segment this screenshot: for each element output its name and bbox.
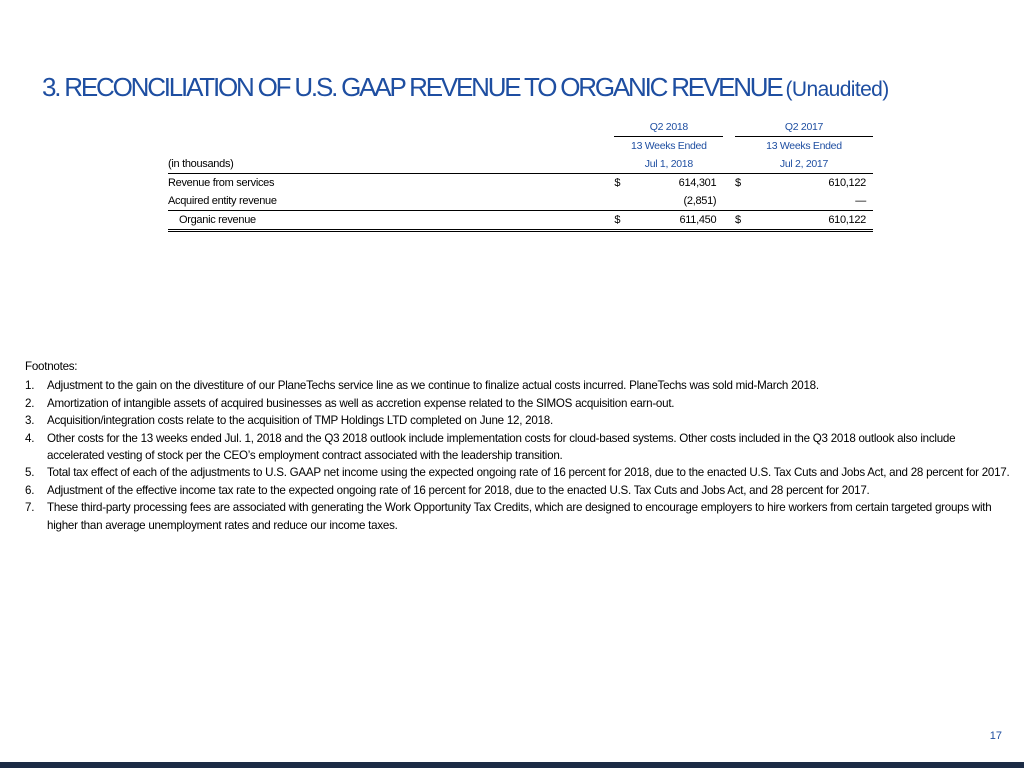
footnote-text: These third-party processing fees are associated with generating the Work Opportunity Tax Credits, which are designed to encourage employers to hire workers from certain targeted groups with higher than average unemployment rates and reduce our income taxes. <box>47 501 992 532</box>
page-title <box>42 72 889 103</box>
page-title-main: 3. RECONCILIATION OF U.S. GAAP REVENUE TO ORGANIC REVENUE <box>42 72 782 102</box>
footnote-number: 7. <box>25 501 35 515</box>
footnote-text: Other costs for the 13 weeks ended Jul. 1, 2018 and the Q3 2018 outlook include implementation costs for cloud-based systems. Other costs included in the Q3 2018 outlook also include accelerated vesting of stock per the CEO’s employment contract associated with the leadership transition. <box>47 431 956 463</box>
footnotes-section <box>25 358 1015 534</box>
footnote-text: Acquisition/integration costs relate to the acquisition of TMP Holdings LTD completed on June 12, 2018. <box>47 414 553 428</box>
footnote-item <box>25 499 1015 534</box>
footnote-text: Adjustment of the effective income tax rate to the expected ongoing rate of 16 percent for 2018, due to the enacted U.S. Tax Cuts and Jobs Act, and 28 percent for 2017. <box>47 483 870 497</box>
row-currency: $ <box>614 211 628 231</box>
footnote-number: 2. <box>25 396 35 410</box>
footnote-number: 1. <box>25 379 35 393</box>
table-row <box>168 174 873 193</box>
unit-label: (in thousands) <box>168 155 614 174</box>
footnote-number: 3. <box>25 414 35 428</box>
col-header-period-1: Q2 2018 <box>614 118 723 137</box>
row-currency: $ <box>734 177 741 189</box>
footnote-item <box>25 395 1015 412</box>
row-value: — <box>749 192 873 211</box>
footnote-item <box>25 377 1015 394</box>
table-header-date-row <box>168 155 873 174</box>
footnote-text: Total tax effect of each of the adjustments to U.S. GAAP net income using the expected ongoing rate of 16 percent for 2018, due to the enacted U.S. Tax Cuts and Jobs Act, and 28 percent for 2017. <box>47 466 1010 480</box>
footnote-item <box>25 482 1015 499</box>
reconciliation-table <box>168 118 873 232</box>
table-row <box>168 192 873 211</box>
footer-bar <box>0 762 1024 768</box>
footnote-number: 6. <box>25 483 35 497</box>
col-header-date-2: Jul 2, 2017 <box>735 155 873 174</box>
row-currency <box>614 192 628 211</box>
footnote-number: 4. <box>25 431 35 445</box>
page-number: 17 <box>989 730 1002 742</box>
table-header-weeks-row <box>168 137 873 156</box>
col-header-weeks-1: 13 Weeks Ended <box>631 140 707 152</box>
col-header-weeks-2: 13 Weeks Ended <box>766 140 842 152</box>
row-value: (2,851) <box>628 192 723 211</box>
footnote-item <box>25 412 1015 429</box>
footnote-text: Amortization of intangible assets of acquired businesses as well as accretion expense related to the SIMOS acquisition earn-out. <box>47 396 675 410</box>
page-title-suffix: (Unaudited) <box>785 78 889 101</box>
row-currency: $ <box>735 211 749 231</box>
row-value: 610,122 <box>828 177 866 189</box>
footnote-text: Adjustment to the gain on the divestiture of our PlaneTechs service line as we continue to finalize actual costs incurred. PlaneTechs was sold mid-March 2018. <box>47 379 819 393</box>
row-currency <box>735 192 749 211</box>
row-value: 614,301 <box>678 177 717 189</box>
table-row-total <box>168 211 873 231</box>
row-label: Revenue from services <box>168 177 275 189</box>
footnote-item <box>25 464 1015 481</box>
row-value: 611,450 <box>628 211 723 231</box>
footnotes-heading: Footnotes: <box>25 360 78 373</box>
row-label: Organic revenue <box>168 211 614 231</box>
row-value: 610,122 <box>749 211 873 231</box>
row-currency: $ <box>614 177 621 189</box>
footnote-number: 5. <box>25 466 35 480</box>
row-label: Acquired entity revenue <box>168 192 614 211</box>
footnote-item <box>25 430 1015 465</box>
col-header-period-2: Q2 2017 <box>735 118 873 137</box>
table-header-period-row <box>168 118 873 137</box>
col-header-date-1: Jul 1, 2018 <box>614 155 723 174</box>
